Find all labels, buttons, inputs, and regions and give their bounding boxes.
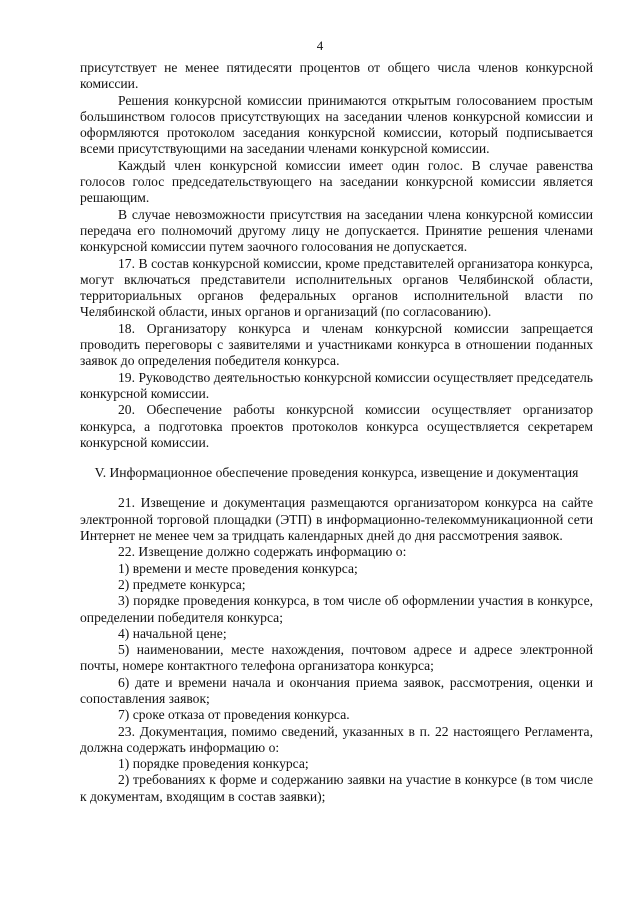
page-number: 4 [316, 38, 324, 53]
list-item: 4) начальной цене; [118, 625, 227, 641]
list-item: 3) порядке проведения конкурса, в том числе об оформлении участия в конкурсе, определении победителя конкурса; [80, 593, 593, 625]
paragraph-item-20: 20. Обеспечение работы конкурсной комиссии осуществляет организатор конкурса, а подготовка проектов протоколов конкурса осуществляется секретарем конкурсной комиссии. [80, 402, 593, 450]
paragraph: Решения конкурсной комиссии принимаются открытым голосованием простым большинством голосов присутствующих на заседании членов конкурсной комиссии и оформляются протоколом заседания конкурсной комиссии, который подписывается всеми присутствующими на заседании членами конкурсной комиссии. [80, 92, 593, 157]
paragraph: Каждый член конкурсной комиссии имеет один голос. В случае равенства голосов голос председательствующего на заседании конкурсной комиссии является решающим. [80, 157, 593, 206]
list-item: 7) сроке отказа от проведения конкурса. [118, 707, 350, 723]
paragraph-item-17: 17. В состав конкурсной комиссии, кроме представителей организатора конкурса, могут включаться представители исполнительных органов Челябинской области, территориальных органов федеральных органов исполнительной власти по Челябинской области, иных органов и организаций (по согласованию). [80, 255, 593, 320]
list-item: 2) требованиях к форме и содержанию заявки на участие в конкурсе (в том числе к документам, входящим в состав заявки); [80, 772, 593, 804]
list-item: 6) дате и времени начала и окончания приема заявок, рассмотрения, оценки и сопоставления заявок; [80, 674, 593, 706]
paragraph-item-18: 18. Организатору конкурса и членам конкурсной комиссии запрещается проводить переговоры с заявителями и участниками конкурса в отношении поданных заявок до определения победителя конкурса. [80, 320, 593, 369]
section-heading: V. Информационное обеспечение проведения конкурса, извещение и документация [94, 465, 579, 481]
paragraph-item-21: 21. Извещение и документация размещаются организатором конкурса на сайте электронной торговой площадки (ЭТП) в информационно-телекоммуникационной сети Интернет не менее чем за тридцать календарных дней до дня рассмотрения заявок. [80, 495, 593, 544]
paragraph: В случае невозможности присутствия на заседании члена конкурсной комиссии передача его полномочий другому лицу не допускается. Принятие решения членами конкурсной комиссии путем заочного голосования не допускается. [80, 206, 593, 255]
list-item: 2) предмете конкурса; [118, 576, 246, 592]
list-item: 1) времени и месте проведения конкурса; [118, 560, 358, 576]
paragraph-item-19: 19. Руководство деятельностью конкурсной комиссии осуществляет председатель конкурсной комиссии. [80, 369, 593, 401]
paragraph-item-22: 22. Извещение должно содержать информацию о: [118, 544, 407, 560]
paragraph-item-23: 23. Документация, помимо сведений, указанных в п. 22 настоящего Регламента, должна содержать информацию о: [80, 723, 593, 755]
list-item: 5) наименовании, месте нахождения, почтовом адресе и адресе электронной почты, номере контактного телефона организатора конкурса; [80, 642, 593, 674]
list-item: 1) порядке проведения конкурса; [118, 756, 309, 772]
document-body [80, 60, 593, 805]
paragraph: присутствует не менее пятидесяти процентов от общего числа членов конкурсной комиссии. [80, 60, 593, 92]
